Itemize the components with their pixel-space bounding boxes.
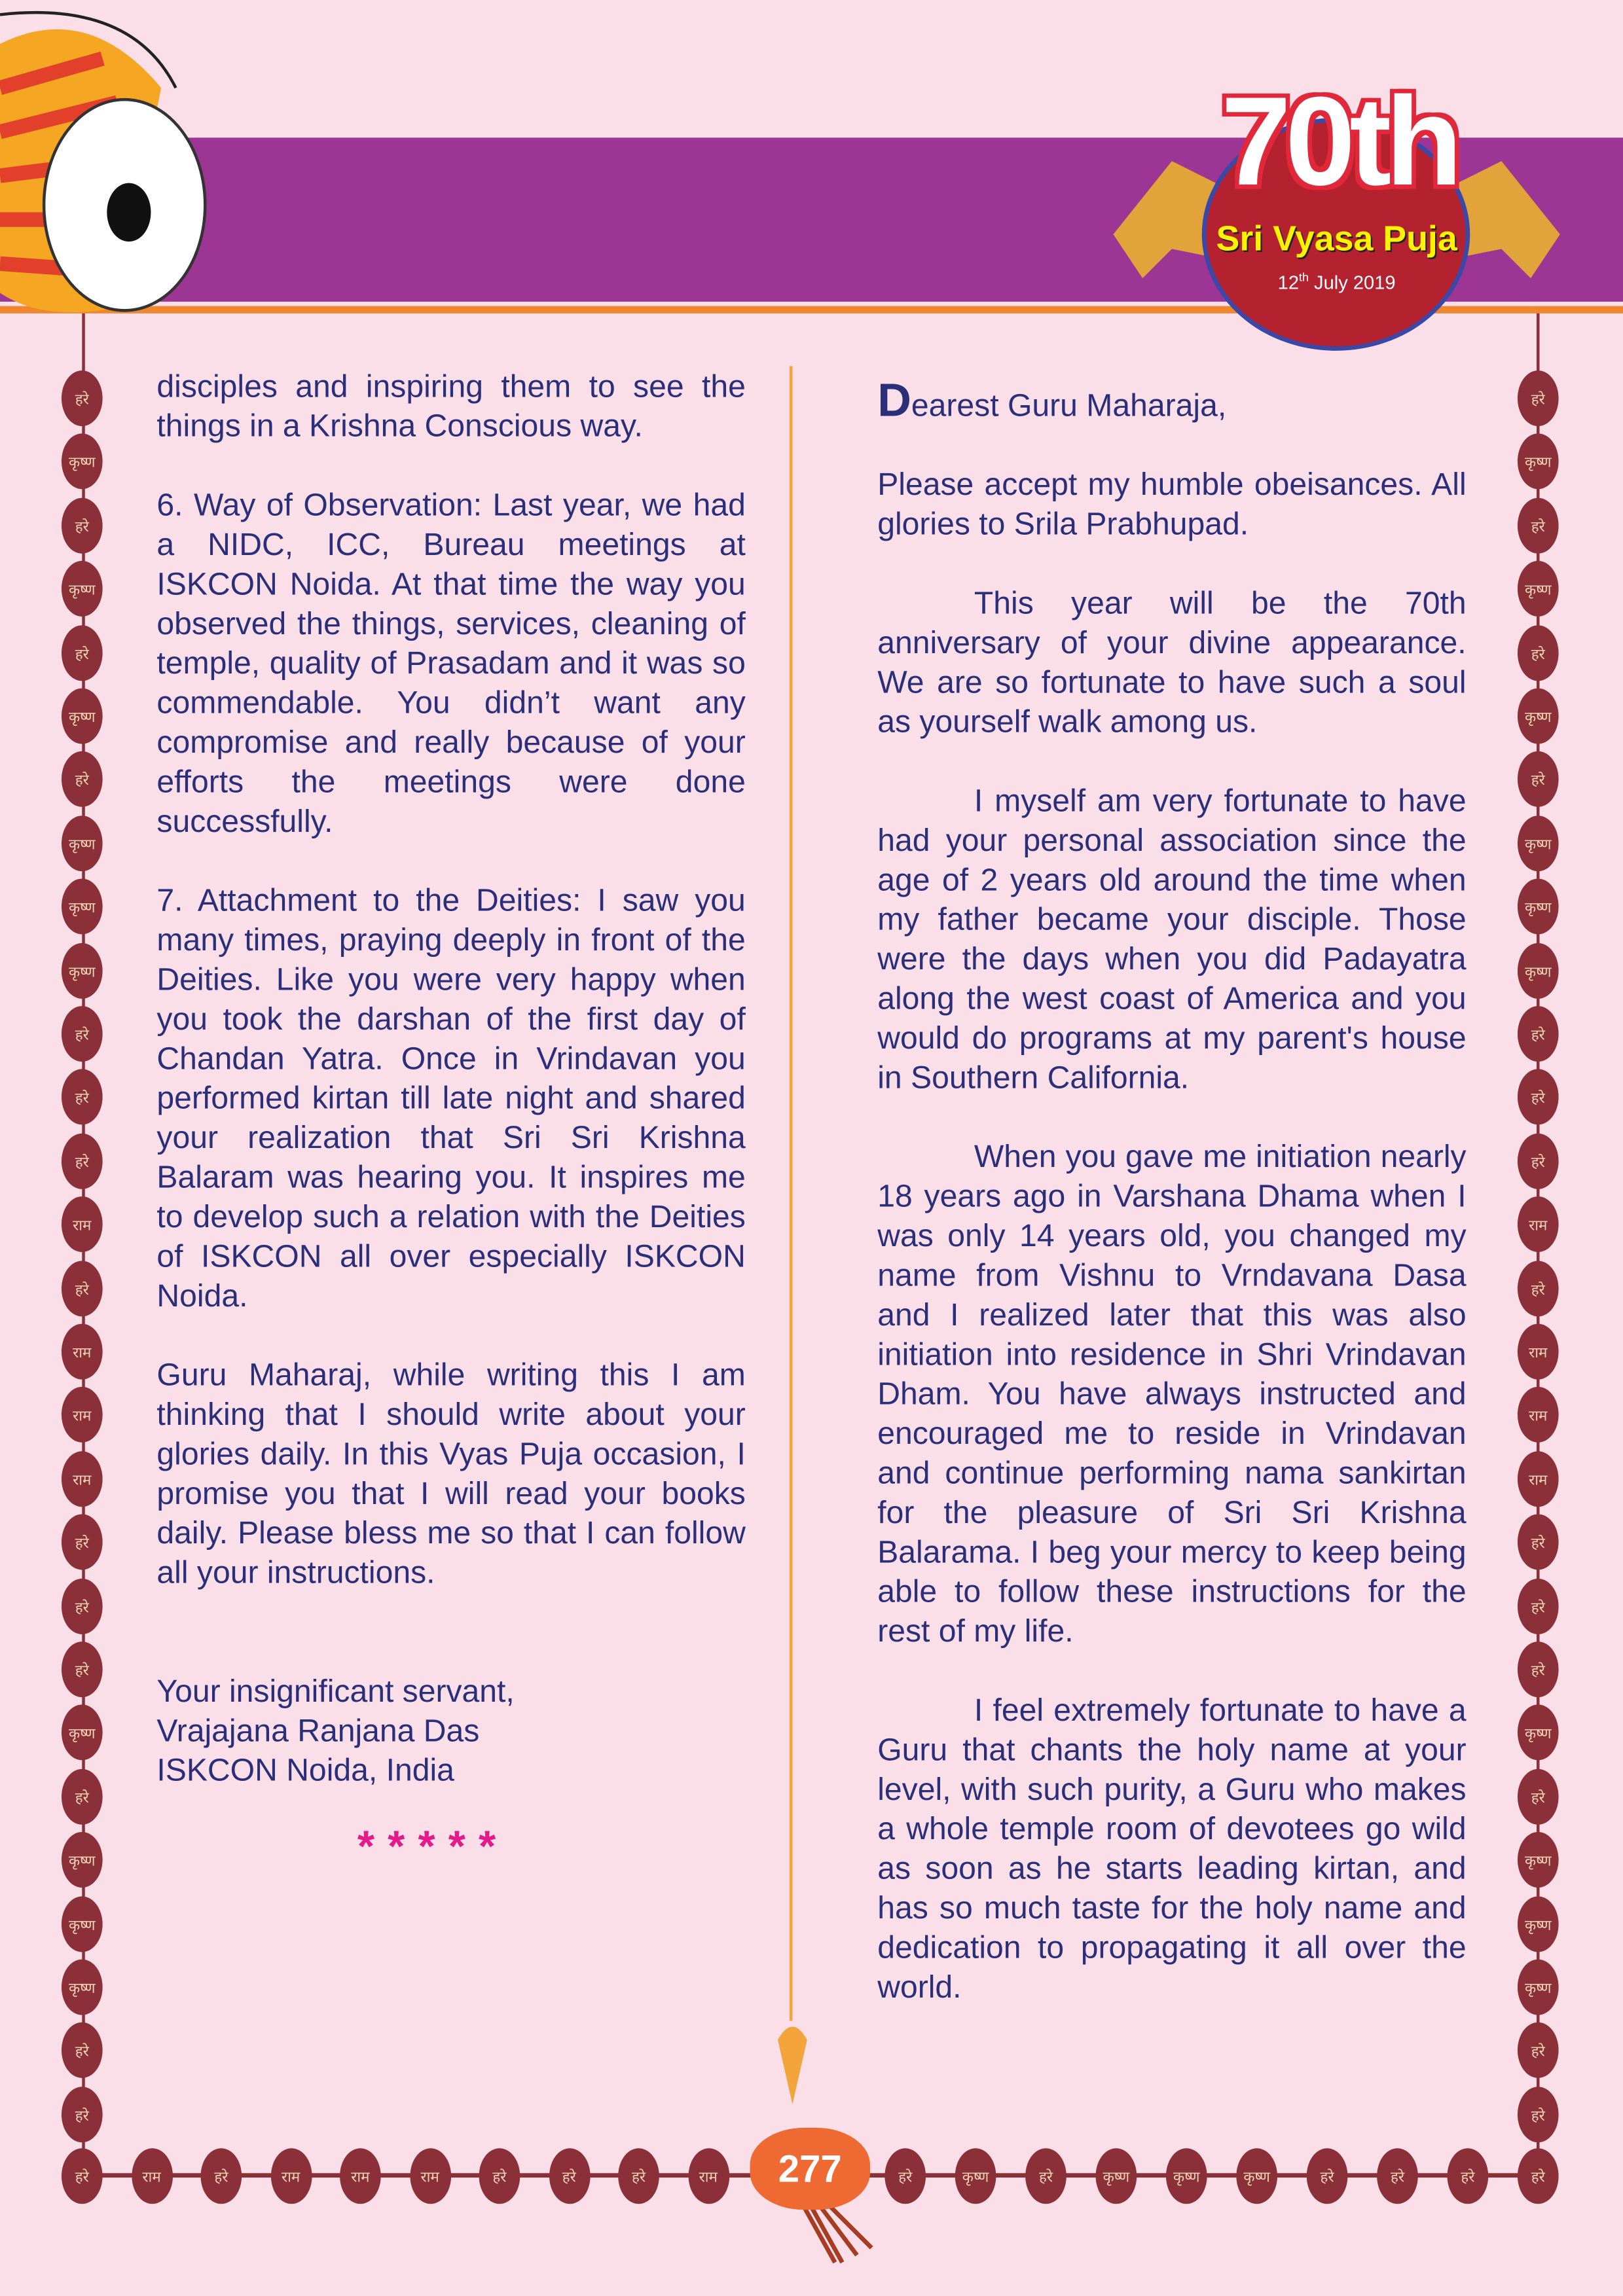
salutation-text: earest Guru Maharaja,: [911, 387, 1227, 423]
paragraph: 6. Way of Observation: Last year, we had a NIDC, ICC, Bureau meetings at ISKCON Noida. At that time the way you observed the things, services, cleaning of temple, quality of Prasadam and it was so commendable. You didn’t want any compromise and really because of your efforts the meetings were done successfully.: [156, 488, 746, 840]
bead: हरे: [549, 2148, 590, 2204]
bead: कृष्ण: [1518, 561, 1559, 617]
signature-location: ISKCON Noida, India: [156, 1753, 454, 1788]
signature-name: Vrajajana Ranjana Das: [156, 1713, 480, 1749]
bead: हरे: [884, 2148, 926, 2204]
drop-icon: [773, 2013, 811, 2104]
bead: हरे: [1518, 1260, 1559, 1316]
bead: कृष्ण: [62, 434, 103, 490]
bead: हरे: [201, 2148, 242, 2204]
bead: कृष्ण: [1518, 942, 1559, 998]
bead: हरे: [1307, 2148, 1348, 2204]
bead: हरे: [62, 1578, 103, 1634]
bead: हरे: [62, 370, 103, 426]
bead: हरे: [62, 1768, 103, 1824]
section-stars: *****: [357, 1823, 509, 1872]
bead: राम: [409, 2148, 450, 2204]
bead: हरे: [618, 2148, 659, 2204]
paragraph: 7. Attachment to the Deities: I saw you many times, praying deeply in front of the Deities. Like you were very happy when you took the darshan of the first day of Chandan Yatra. Once in Vrindavan you performed kirtan till late night and shared your realization that Sri Sri Krishna Balaram was hearing you. It inspires me to develop such a relation with the Deities of ISKCON all over especially ISKCON Noida.: [156, 883, 746, 1314]
bead: हरे: [1518, 2148, 1559, 2204]
bead: कृष्ण: [62, 816, 103, 871]
bead: राम: [62, 1324, 103, 1380]
bead: कृष्ण: [955, 2148, 996, 2204]
bead: कृष्ण: [62, 879, 103, 935]
bead: कृष्ण: [1518, 1896, 1559, 1952]
bead: कृष्ण: [62, 1896, 103, 1952]
salutation: [877, 373, 1466, 427]
bead: हरे: [1518, 1006, 1559, 1062]
bead: राम: [62, 1196, 103, 1252]
bead: कृष्ण: [1518, 1960, 1559, 2015]
bead: राम: [687, 2148, 729, 2204]
badge-title: Sri Vyasa Puja: [1216, 219, 1457, 260]
badge-date: [1113, 271, 1559, 293]
paragraph: Guru Maharaj, while writing this I am thinking that I should write about your glories daily. In this Vyas Puja occasion, I promise you that I will read your books daily. Please bless me so that I can follow all your instructions.: [156, 1357, 746, 1590]
bead: हरे: [62, 1260, 103, 1316]
bead: हरे: [62, 1006, 103, 1062]
paragraph: I feel extremely fortunate to have a Guru that chants the holy name at your level, with such purity, a Guru who makes a whole temple room of devotees go wild as soon as he starts leading kirtan, and has so much taste for the holy name and dedication to propagating it all over the world.: [877, 1693, 1467, 2005]
badge-number: 70th: [1221, 71, 1457, 213]
bead: कृष्ण: [1518, 816, 1559, 871]
bead: कृष्ण: [1518, 689, 1559, 744]
bead: हरे: [1518, 1578, 1559, 1634]
signature-line: Your insignificant servant,: [156, 1674, 515, 1710]
paragraph: Please accept my humble obeisances. All glories to Srila Prabhupad.: [877, 467, 1467, 542]
bead: कृष्ण: [62, 1960, 103, 2015]
signature-block: [156, 1672, 745, 1791]
bead: कृष्ण: [1518, 434, 1559, 490]
bead: हरे: [1518, 752, 1559, 808]
bead: राम: [1518, 1451, 1559, 1507]
bead: राम: [340, 2148, 381, 2204]
bead: कृष्ण: [62, 561, 103, 617]
bead: कृष्ण: [1518, 879, 1559, 935]
bead: राम: [1518, 1196, 1559, 1252]
bead: कृष्ण: [62, 942, 103, 998]
bead: कृष्ण: [1166, 2148, 1207, 2204]
bead: कृष्ण: [1518, 1832, 1559, 1888]
bead: हरे: [62, 1133, 103, 1189]
page-number: 277: [750, 2128, 870, 2210]
bead: हरे: [62, 1641, 103, 1697]
bead: कृष्ण: [62, 1705, 103, 1761]
date-suffix: th: [1299, 270, 1309, 285]
paragraph: disciples and inspiring them to see the things in a Krishna Conscious way.: [156, 368, 746, 444]
bead: हरे: [62, 1069, 103, 1125]
bead: कृष्ण: [1096, 2148, 1137, 2204]
drop-cap: D: [877, 373, 911, 427]
date-day: 12: [1277, 271, 1300, 294]
bead: हरे: [1518, 2087, 1559, 2142]
mridanga-drum-icon: [0, 0, 220, 322]
bead: हरे: [62, 2148, 103, 2204]
paragraph: This year will be the 70th anniversary of your divine appearance. We are so fortunate to have such a soul as yourself walk among us.: [877, 585, 1467, 740]
paragraph: I myself am very fortunate to have had your personal association since the age of 2 years old around the time when my father became your disciple. Those were the days when you did Padayatra along the west coast of America and you would do programs at my parent's house in Southern California.: [877, 783, 1467, 1096]
bead: हरे: [1025, 2148, 1067, 2204]
bead: हरे: [1518, 370, 1559, 426]
bead: कृष्ण: [1236, 2148, 1277, 2204]
bead: हरे: [1377, 2148, 1418, 2204]
anniversary-badge: [1113, 58, 1559, 359]
right-column: [877, 373, 1467, 2047]
bead: राम: [62, 1388, 103, 1443]
bead: हरे: [1518, 2023, 1559, 2079]
bead: हरे: [62, 2023, 103, 2079]
bead: हरे: [1518, 1768, 1559, 1824]
bead: हरे: [1518, 624, 1559, 680]
bead: कृष्ण: [62, 1832, 103, 1888]
bead: हरे: [1448, 2148, 1489, 2204]
bead: हरे: [1518, 1069, 1559, 1125]
bead: हरे: [62, 497, 103, 553]
bead: कृष्ण: [1518, 1705, 1559, 1761]
column-divider: [790, 366, 792, 2020]
bead: हरे: [479, 2148, 520, 2204]
bead: राम: [1518, 1324, 1559, 1380]
date-rest: July 2019: [1308, 271, 1396, 294]
bead: राम: [131, 2148, 172, 2204]
bead: हरे: [1518, 497, 1559, 553]
bead: राम: [1518, 1388, 1559, 1443]
bead: हरे: [1518, 1133, 1559, 1189]
bead: राम: [270, 2148, 312, 2204]
left-column: [156, 368, 745, 1791]
bead: हरे: [62, 1515, 103, 1570]
paragraph: When you gave me initiation nearly 18 years ago in Varshana Dhama when I was only 14 years old, you changed my name from Vishnu to Vrndavana Dasa and I realized later that this was also initiation into residence in Shri Vrindavan Dham. You have always instructed and encouraged me to reside in Vrindavan and continue performing nama sankirtan for the pleasure of Sri Sri Krishna Balarama. I beg your mercy to keep being able to follow these instructions for the rest of my life.: [877, 1139, 1467, 1649]
bead: कृष्ण: [62, 689, 103, 744]
bead: राम: [62, 1451, 103, 1507]
bead: हरे: [62, 752, 103, 808]
bead: हरे: [62, 2087, 103, 2142]
bead: हरे: [1518, 1515, 1559, 1570]
bead: हरे: [1518, 1641, 1559, 1697]
bead: हरे: [62, 624, 103, 680]
